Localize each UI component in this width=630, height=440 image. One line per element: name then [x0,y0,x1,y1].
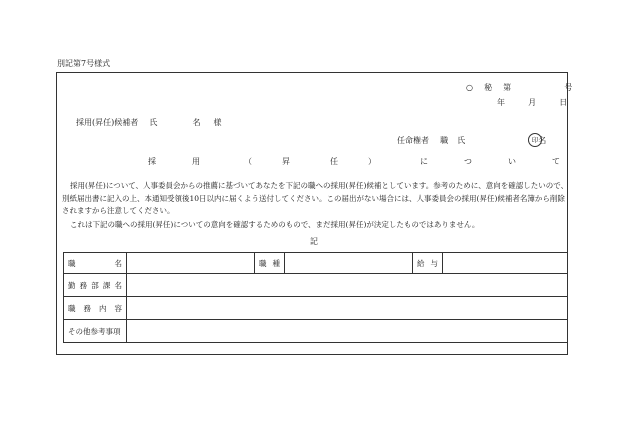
seal-mark: 印 [528,133,542,147]
table-row [64,320,568,343]
title-char: 昇 [282,157,290,166]
kyuyo-char-2: 与 [430,258,438,268]
kyuyo-value[interactable] [443,253,568,274]
label-char: 課 [102,280,111,290]
shokushu-char-2: 種 [272,258,280,268]
candidate-line [76,117,222,128]
title-char: い [508,157,516,166]
table-row [64,253,568,274]
naiyo-value[interactable] [127,297,568,320]
title-char: ） [368,157,376,166]
notice-paragraph-1: 採用(昇任)について、人事委員会からの推薦に基づいてあなたを下記の職への採用(昇任)候補としています。参考のために、意向を確認したいので、別紙届出書に記入の上、本通知受領後10日以内に届くよう送付してください。この届出がない場合には、人事委員会の採用(昇任)候補者名簿から削除されますから注意してください。 [62,181,569,215]
candidate-mei: 名 [192,118,201,127]
shokumei-char-1: 職 [68,258,76,268]
shokumei-value[interactable] [127,253,255,274]
title-char: に [420,157,428,166]
label-char: 務 [83,303,91,313]
secret-number-line [466,82,572,93]
notice-paragraph-2: これは下記の職への採用(昇任)についての意向を確認するためのもので、まだ採用(昇任)が決定したものではありません。 [70,220,480,229]
candidate-sama: 様 [213,118,222,127]
kyuyo-char-1: 給 [417,258,425,268]
label-char: 職 [68,303,76,313]
title-char: 採 [148,157,156,166]
appointer-mei: 名 [538,136,547,145]
sonota-value[interactable] [127,320,568,343]
document-title [148,156,560,167]
shokumei-label [64,253,127,274]
label-char: 勤 [68,280,76,290]
candidate-label: 採用(昇任)候補者 [76,118,139,127]
shokushu-value[interactable] [285,253,413,274]
kinmu-label [64,274,127,297]
table-row [64,297,568,320]
year-label: 年 [497,98,505,107]
date-line [497,97,567,108]
label-char: 部 [91,280,99,290]
appointer-line [397,135,546,146]
label-char: 名 [114,280,122,290]
number-prefix: 第 [503,83,512,92]
appointer-label: 任命権者 [397,136,429,145]
kinmu-value[interactable] [127,274,568,297]
circle-mark: ○ [466,83,473,92]
sonota-label: その他参考事項 [64,320,127,343]
title-char: （ [244,157,252,166]
appointer-shi: 氏 [457,136,466,145]
secret-label: 秘 [484,83,493,92]
naiyo-label [64,297,127,320]
label-char: 務 [79,280,88,290]
kyuyo-label [413,253,443,274]
label-char: 内 [99,303,107,313]
candidate-shi: 氏 [149,118,158,127]
ki-heading: 記 [310,237,318,246]
number-suffix: 号 [564,83,573,92]
shokushu-label [255,253,285,274]
title-char: 任 [330,157,338,166]
month-label: 月 [528,98,537,107]
form-number: 別記第7号様式 [57,59,111,68]
day-label: 日 [559,98,568,107]
detail-table [63,252,568,343]
title-char: 用 [192,157,200,166]
title-char: つ [464,157,472,166]
shokushu-char-1: 職 [259,258,267,268]
shokumei-char-2: 名 [114,258,122,268]
label-char: 容 [114,303,122,313]
title-char: て [552,157,560,166]
appointer-title: 職 [440,136,449,145]
table-row [64,274,568,297]
